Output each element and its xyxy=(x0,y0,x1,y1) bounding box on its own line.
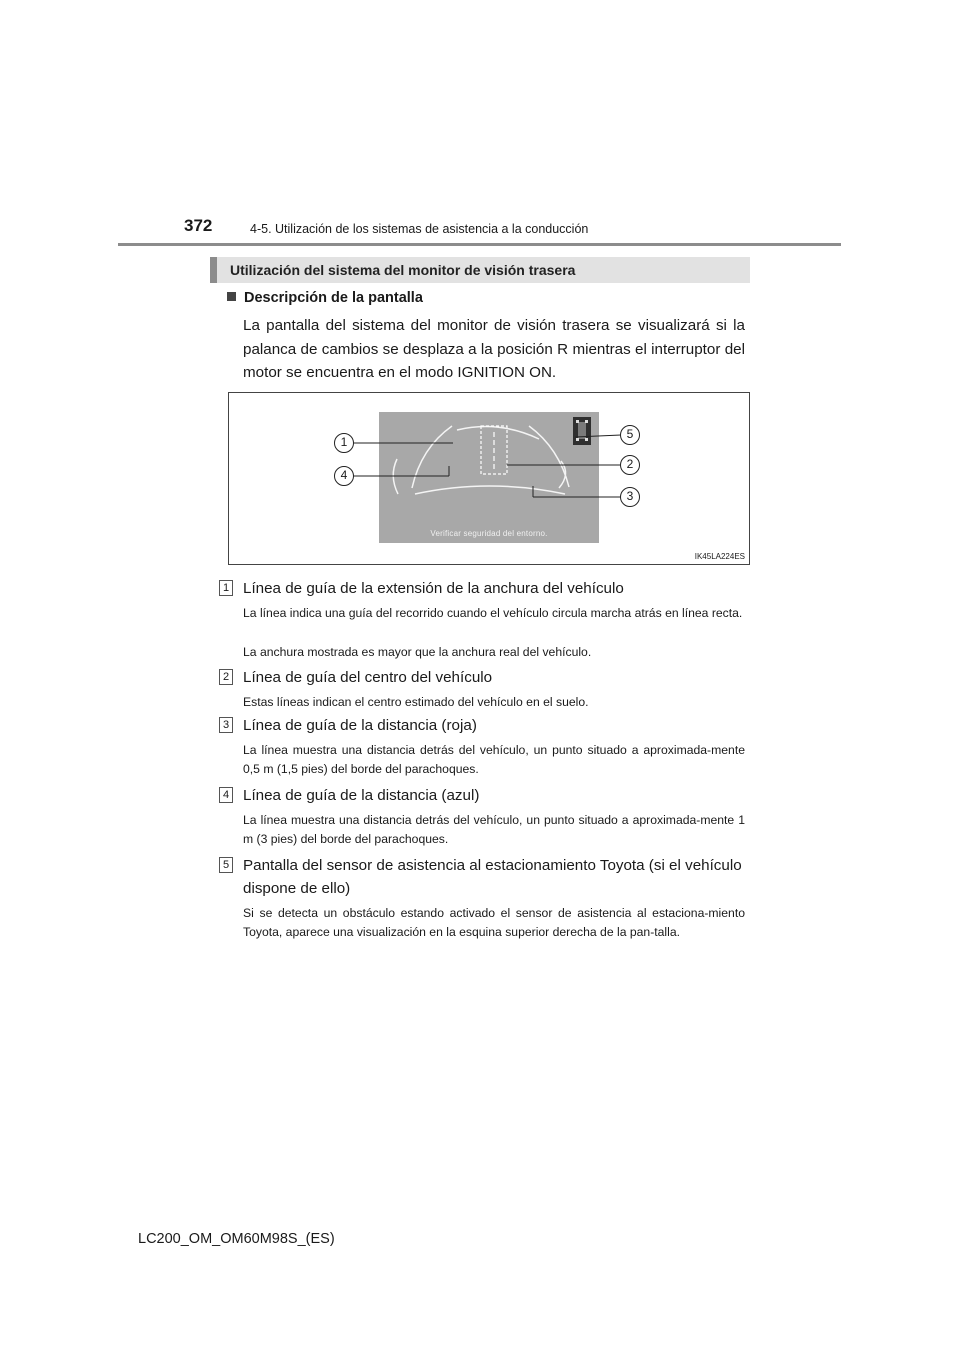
item-badge: 1 xyxy=(219,580,233,596)
item-title: Línea de guía del centro del vehículo xyxy=(243,669,493,686)
subsection-heading xyxy=(227,290,423,306)
item-description: Estas líneas indican el centro estimado del vehículo en el suelo. xyxy=(243,695,589,709)
section-heading xyxy=(210,257,750,283)
item-badge: 3 xyxy=(219,717,233,733)
callout-2: 2 xyxy=(620,455,640,475)
chapter-title: 4-5. Utilización de los sistemas de asistencia a la conducción xyxy=(250,222,589,236)
item-description: La línea muestra una distancia detrás del vehículo, un punto situado a aproximada-mente 0,5 m (1,5 pies) del borde del parachoques. xyxy=(243,743,745,776)
callout-4: 4 xyxy=(334,466,354,486)
figure-code: IK45LA224ES xyxy=(694,552,745,561)
rear-view-figure xyxy=(228,392,750,565)
subsection-title: Descripción de la pantalla xyxy=(244,290,423,306)
item-title: Línea de guía de la extensión de la anchura del vehículo xyxy=(243,580,624,597)
item-title: Pantalla del sensor de asistencia al estacionamiento Toyota (si el vehículo dispone de ello) xyxy=(243,857,742,897)
item-badge: 2 xyxy=(219,669,233,685)
item-title: Línea de guía de la distancia (roja) xyxy=(243,717,477,734)
square-bullet-icon xyxy=(227,292,236,301)
leader-lines xyxy=(229,393,751,566)
item-description: Si se detecta un obstáculo estando activado el sensor de asistencia al estaciona-miento Toyota, aparece una visualización en la esquina superior derecha de la pan-talla. xyxy=(243,906,745,939)
callout-5: 5 xyxy=(620,425,640,445)
callout-3: 3 xyxy=(620,487,640,507)
item-badge: 4 xyxy=(219,787,233,803)
item-title: Línea de guía de la distancia (azul) xyxy=(243,787,480,804)
page-number: 372 xyxy=(184,216,213,235)
screen-message: Verificar seguridad del entorno. xyxy=(430,529,548,538)
item-description: La línea indica una guía del recorrido cuando el vehículo circula marcha atrás en línea recta. xyxy=(243,606,743,620)
intro-paragraph: La pantalla del sistema del monitor de visión trasera se visualizará si la palanca de cambios se desplaza a la posición R mientras el interruptor del motor se encuentra en el modo IGNITION ON. xyxy=(243,317,745,381)
section-title: Utilización del sistema del monitor de visión trasera xyxy=(230,262,576,278)
item-description: La línea muestra una distancia detrás del vehículo, un punto situado a aproximada-mente 1 m (3 pies) del borde del parachoques. xyxy=(243,813,745,846)
footer-doc-code: LC200_OM_OM60M98S_(ES) xyxy=(138,1231,335,1247)
item-badge: 5 xyxy=(219,857,233,873)
callout-1: 1 xyxy=(334,433,354,453)
item-description-note: La anchura mostrada es mayor que la anchura real del vehículo. xyxy=(243,645,592,659)
header-rule xyxy=(118,243,841,246)
